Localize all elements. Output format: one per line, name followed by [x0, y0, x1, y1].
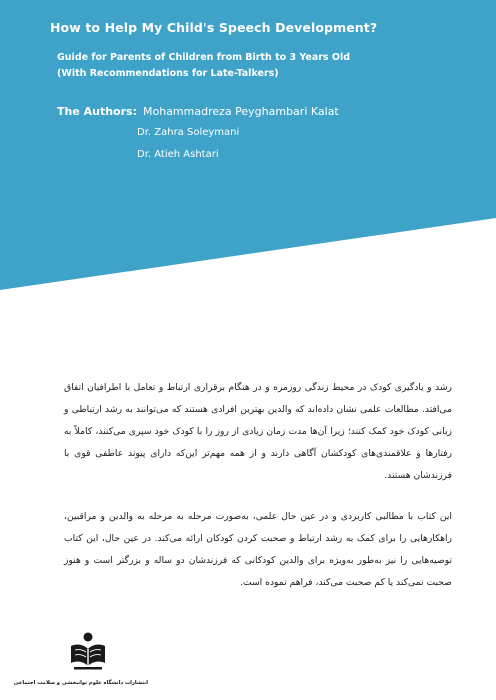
description-paragraph-1: رشد و یادگیری کودک در محیط زندگی روزمره و در هنگام برقراری ارتباط و تعامل با اطرافیان اتفاق می‌افتد. مطالعات علمی نشان داده‌اند که والدین بهترین افرادی هستند که می‌توانند به رشد ارتباطی و زبانی کودک خود کمک کنند؛ زیرا آن‌ها مدت زمان زیادی از روز را با کودک خود سپری می‌کنند، کاملاً به رفتارها و علاقمندی‌های کودکشان آگاهی دارند و از همه مهم‌تر این‌که دارای پیوند عاطفی قوی با فرزندشان هستند.: [64, 382, 452, 481]
author-2: Dr. Zahra Soleymani: [137, 127, 240, 138]
publisher-logo-icon: [68, 630, 108, 672]
description-paragraph-2: این کتاب با مطالبی کاربردی و در عین حال علمی، به‌صورت مرحله به مرحله به والدین و مراقبین، راهکارهایی را برای کمک به رشد ارتباط و صحبت کردن کودکان ارائه می‌کند. در عین حال، این کتاب توصیه‌هایی را نیز به‌طور به‌ویژه برای والدین کودکانی که فرزندشان دو ساله و بزرگتر است و هنوز صحبت نمی‌کند یا کم صحبت می‌کند، فراهم نموده است.: [64, 511, 452, 588]
author-3: Dr. Atieh Ashtari: [137, 149, 219, 160]
cover-diagonal-cut: [0, 0, 496, 290]
authors-label: The Authors:: [57, 105, 137, 118]
book-subtitle-line1: Guide for Parents of Children from Birth to 3 Years Old: [57, 52, 351, 63]
publisher-name: انتشارات دانشگاه علوم توانبخشی و سلامت اجتماعی: [13, 680, 148, 686]
book-title: How to Help My Child's Speech Development?: [50, 20, 378, 35]
author-1: Mohammadreza Peyghambari Kalat: [143, 105, 339, 118]
book-subtitle-line2: (With Recommendations for Late-Talkers): [57, 68, 279, 79]
